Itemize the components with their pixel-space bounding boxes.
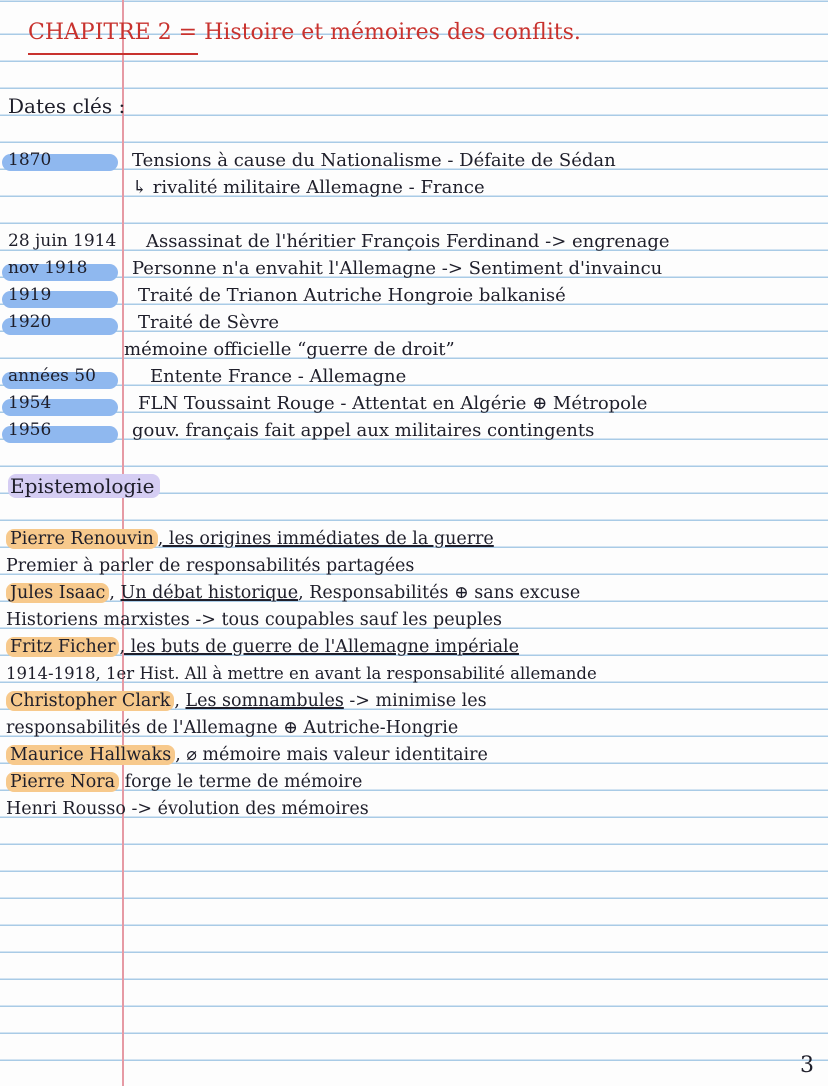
- dates-cles-heading: Dates clés :: [8, 94, 126, 118]
- date-text: Tensions à cause du Nationalisme - Défaite de Sédan: [132, 150, 616, 171]
- historian-name: Fritz Ficher: [6, 637, 119, 657]
- book-title: , les origines immédiates de la guerre: [157, 529, 494, 549]
- historian-name: Pierre Nora: [6, 772, 119, 792]
- line-rest: , Responsabilités ⊕ sans excuse: [298, 583, 581, 603]
- epistemologie-line: [6, 772, 362, 792]
- date-text: gouv. français fait appel aux militaires contingents: [132, 420, 595, 441]
- date-label: nov 1918: [8, 258, 88, 278]
- date-label: 1954: [8, 393, 52, 413]
- date-text: Traité de Sèvre: [138, 312, 280, 333]
- epistemologie-line: [6, 583, 580, 603]
- line-rest: forge le terme de mémoire: [119, 772, 363, 792]
- section-highlight: Epistemologie: [8, 474, 160, 498]
- memoire-officielle: mémoine officielle “guerre de droit”: [124, 339, 455, 360]
- date-text: Traité de Trianon Autriche Hongroie balkanisé: [138, 285, 566, 306]
- epistemologie-line: Henri Rousso -> évolution des mémoires: [6, 799, 369, 819]
- historian-name: Christopher Clark: [6, 691, 174, 711]
- epistemologie-line: [6, 691, 487, 711]
- date-text: Assassinat de l'héritier François Ferdinand -> engrenage: [146, 231, 670, 252]
- line-rest: , ⌀ mémoire mais valeur identitaire: [175, 745, 488, 765]
- book-title: Un débat historique: [120, 583, 299, 603]
- separator: ,: [109, 583, 121, 603]
- epistemologie-line: 1914-1918, 1er Hist. All à mettre en avant la responsabilité allemande: [6, 664, 597, 683]
- date-text: Entente France - Allemagne: [150, 366, 407, 387]
- date-text: Personne n'a envahit l'Allemagne -> Sentiment d'invaincu: [132, 258, 663, 279]
- separator: ,: [174, 691, 186, 711]
- epistemologie-heading: [8, 474, 160, 498]
- book-title: Les somnambules: [185, 691, 344, 711]
- epistemologie-line: Historiens marxistes -> tous coupables sauf les peuples: [6, 610, 502, 630]
- date-text: FLN Toussaint Rouge - Attentat en Algérie ⊕ Métropole: [138, 393, 648, 414]
- book-title: , les buts de guerre de l'Allemagne impériale: [119, 637, 519, 657]
- historian-name: Jules Isaac: [6, 583, 109, 603]
- epistemologie-line: [6, 637, 519, 657]
- line-rest: -> minimise les: [343, 691, 487, 711]
- epistemologie-line: [6, 529, 494, 549]
- date-label: 1870: [8, 150, 52, 170]
- date-text: ↳ rivalité militaire Allemagne - France: [132, 177, 485, 198]
- date-label: 1956: [8, 420, 52, 440]
- date-label: 1919: [8, 285, 52, 305]
- historian-name: Maurice Hallwaks: [6, 745, 175, 765]
- chapter-title: CHAPITRE 2 = Histoire et mémoires des conflits.: [28, 20, 581, 45]
- epistemologie-line: [6, 745, 488, 765]
- date-label: 28 juin 1914: [8, 231, 117, 251]
- date-label: 1920: [8, 312, 52, 332]
- historian-name: Pierre Renouvin: [6, 529, 158, 549]
- title-underline: [28, 53, 198, 55]
- epistemologie-line: Premier à parler de responsabilités partagées: [6, 556, 415, 576]
- page-number: 3: [800, 1053, 814, 1078]
- epistemologie-line: responsabilités de l'Allemagne ⊕ Autriche-Hongrie: [6, 718, 459, 738]
- date-label: années 50: [8, 366, 96, 386]
